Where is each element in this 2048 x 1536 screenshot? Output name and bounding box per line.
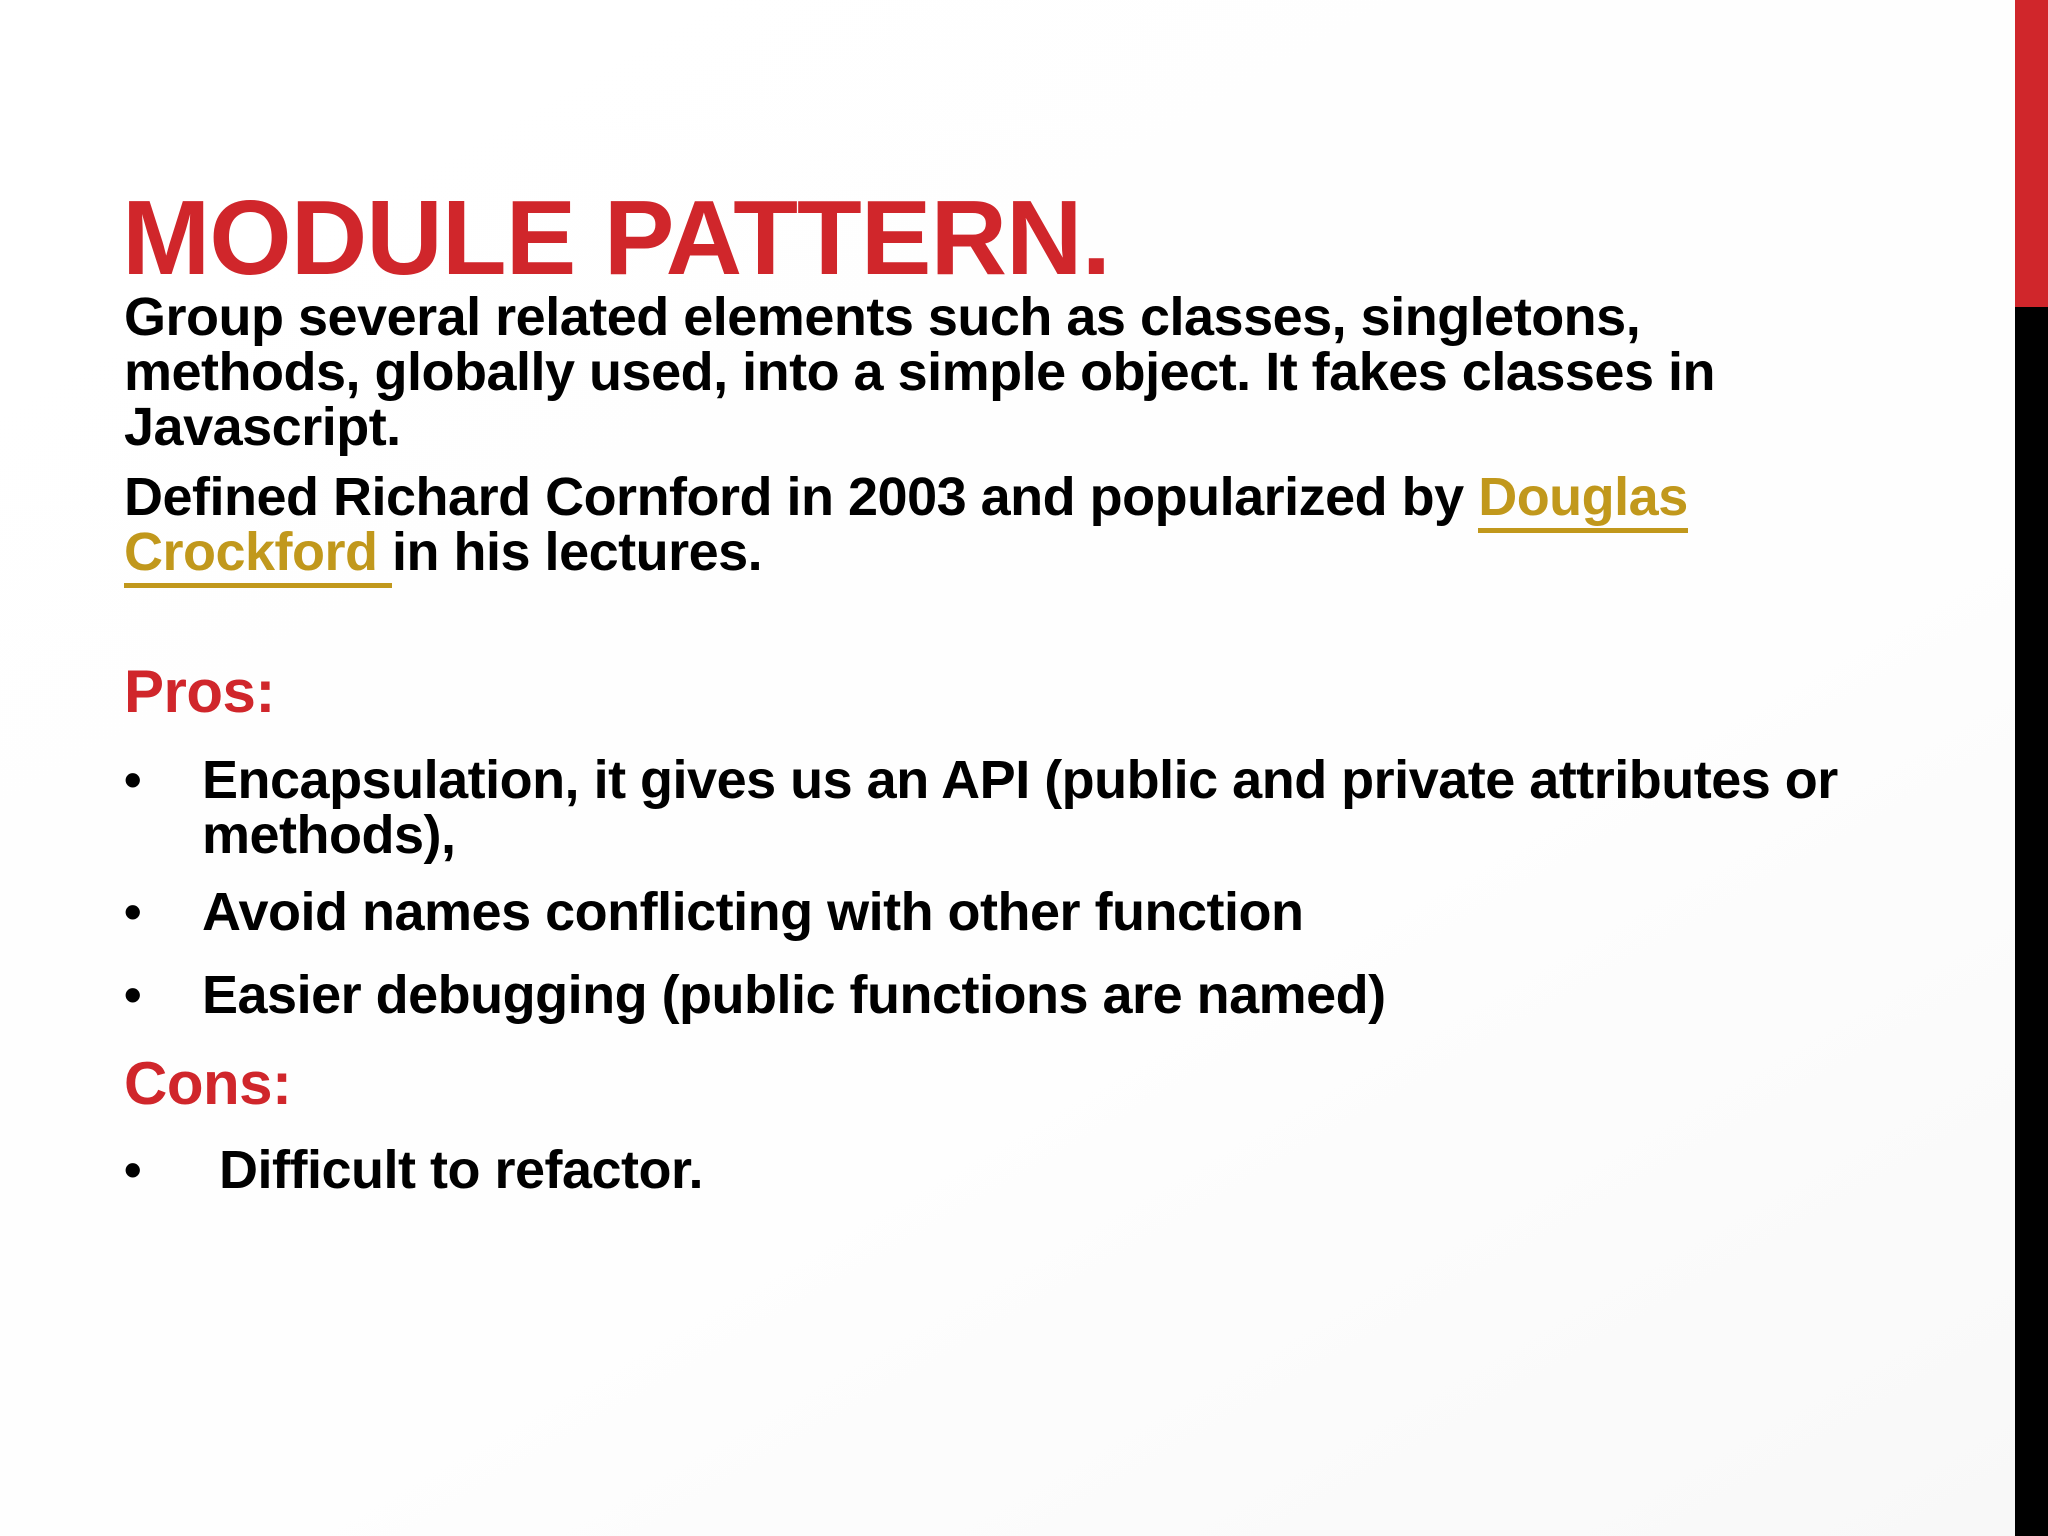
pros-bullet-2-text [202,882,1928,942]
intro-paragraph-1 [124,287,1928,457]
intro-p1-line-1: Group several related elements such as classes, singletons, [124,287,1641,347]
douglas-crockford-link-part-2[interactable]: Crockford [124,522,392,588]
bullet-icon: • [124,967,142,1023]
cons-bullet-1-line-1: Difficult to refactor. [219,1140,704,1200]
accent-bar-black [2015,307,2048,1536]
cons-bullet-1 [124,1140,1928,1200]
pros-bullet-2-line-1: Avoid names conflicting with other function [202,882,1304,942]
accent-bar-red [2015,0,2048,307]
intro-p1-line-3: Javascript. [124,397,401,457]
intro-p2-text-before-link: Defined Richard Cornford in 2003 and popularized by [124,467,1479,527]
bullet-icon: • [124,884,142,940]
cons-heading: Cons: [124,1050,292,1117]
bullet-icon: • [124,752,142,808]
slide-title: MODULE PATTERN. [122,179,1111,298]
intro-paragraph-2 [124,467,1928,582]
pros-bullet-1-text [202,750,1928,865]
pros-bullet-1 [124,750,1928,865]
pros-bullet-3-line-1: Easier debugging (public functions are named) [202,965,1386,1025]
douglas-crockford-link-part-1[interactable]: Douglas [1478,467,1688,533]
bullet-icon: • [124,1142,142,1198]
pros-bullet-1-line-1: Encapsulation, it gives us an API (public and private attributes or [202,750,1838,810]
cons-bullet-1-text [219,1140,1928,1200]
pros-heading: Pros: [124,658,275,725]
intro-p1-line-2: methods, globally used, into a simple object. It fakes classes in [124,342,1715,402]
intro-p2-text-after-link: in his lectures. [392,522,763,582]
intro-p2-line-1 [124,467,1928,527]
intro-p2-line-2 [124,522,1928,582]
pros-bullet-1-line-2: methods), [202,805,456,865]
pros-bullet-3-text [202,965,1928,1025]
pros-bullet-3 [124,965,1928,1025]
pros-bullet-2 [124,882,1928,942]
